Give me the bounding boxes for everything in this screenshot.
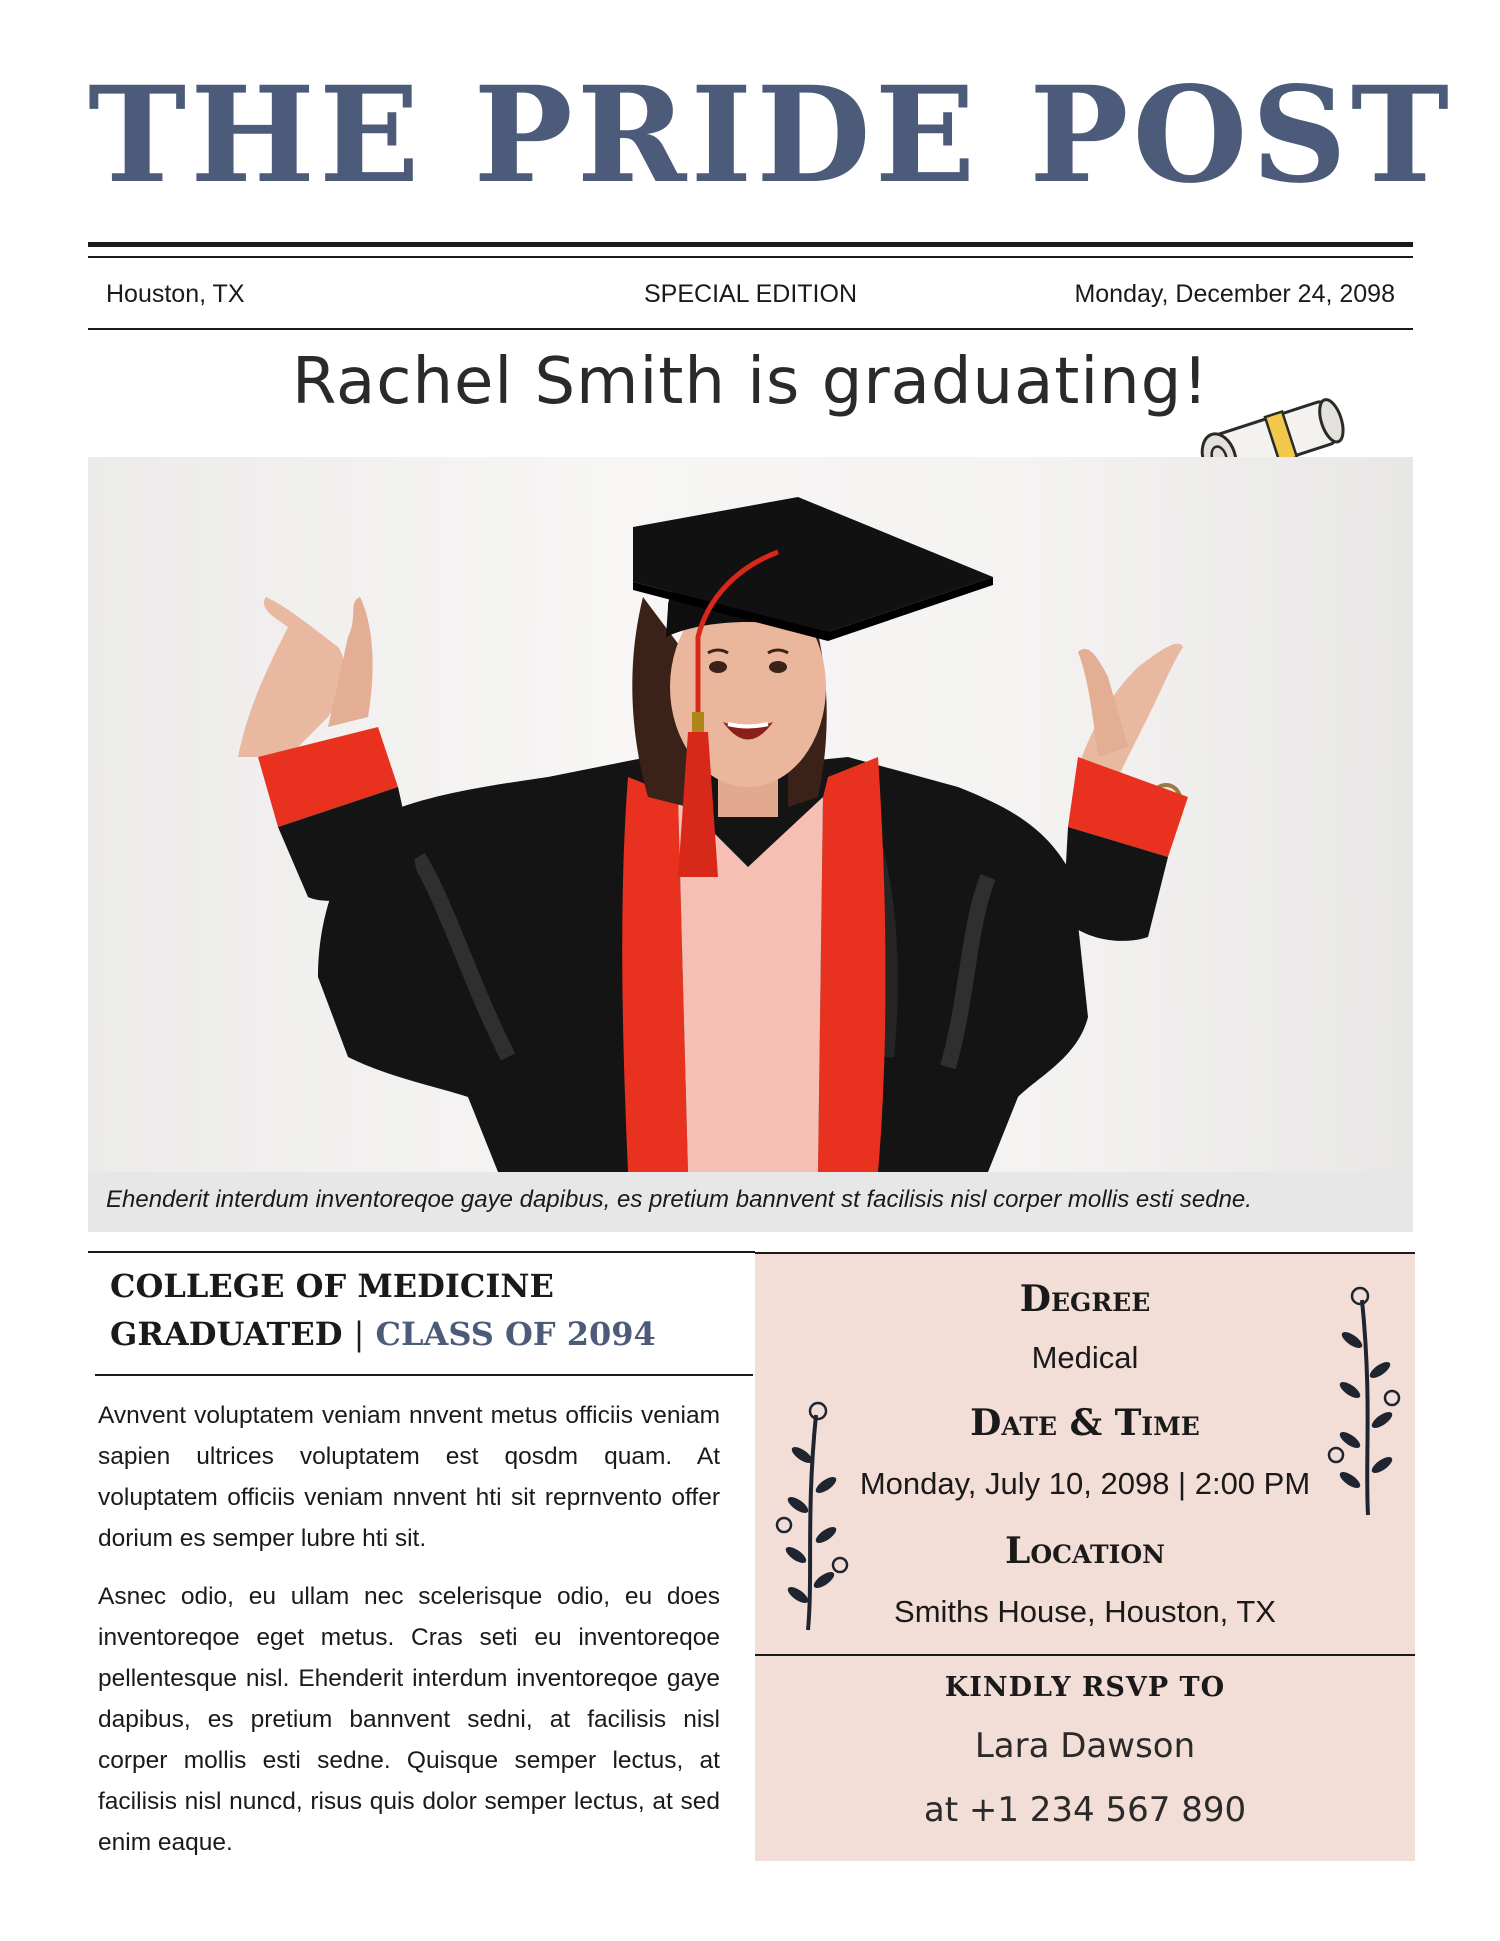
section-heading-line2 — [110, 1310, 750, 1358]
graduate-illustration — [88, 457, 1413, 1172]
floral-sprig-right-icon — [1320, 1280, 1410, 1520]
graduate-photo — [88, 457, 1413, 1172]
degree-label: Degree — [1019, 1278, 1151, 1320]
section-heading-rule — [95, 1374, 753, 1376]
location-value: Smiths House, Houston, TX — [894, 1594, 1276, 1629]
datetime-value: Monday, July 10, 2098 | 2:00 PM — [859, 1466, 1311, 1501]
article-paragraph-2: Asnec odio, eu ullam nec scelerisque odio, eu does inventoreqoe eget metus. Cras seti eu inventoreqoe pellentesque nisl. Ehenderit interdum inventoreqoe gaye dapibus, es pretium bannvent sedni, at facilisis nisl corper mollis esti sedne. Quisque semper lectus, at facilisis nisl nuncd, risus quis dolor semper lectus, at sed enim eaque. — [98, 1583, 720, 1856]
location-label: Location — [1005, 1530, 1165, 1572]
issue-date-text: Monday, December 24, 2098 — [1074, 280, 1395, 308]
rsvp-name: Lara Dawson — [974, 1726, 1196, 1766]
section-heading-line1: COLLEGE OF MEDICINE — [110, 1267, 554, 1305]
article-paragraph-1: Avnvent voluptatem veniam nnvent metus officiis veniam sapien ultrices voluptatem est qosdm quam. At voluptatem officiis veniam nnvent hti sit reprnvento offer dorium es semper lubre hti sit. — [98, 1402, 720, 1552]
section-heading — [110, 1262, 750, 1358]
rsvp-phone: at +1 234 567 890 — [923, 1790, 1247, 1830]
edition-text: SPECIAL EDITION — [643, 280, 857, 308]
masthead-rule-thick — [88, 242, 1413, 247]
class-year-text: CLASS OF 2094 — [375, 1315, 656, 1353]
floral-sprig-left-icon — [768, 1395, 858, 1635]
datetime-label: Date & Time — [970, 1402, 1200, 1444]
rsvp-label: KINDLY RSVP TO — [944, 1672, 1226, 1703]
details-panel-top-rule — [755, 1252, 1415, 1254]
headline: Rachel Smith is graduating! — [291, 345, 1210, 419]
location-text: Houston, TX — [106, 280, 245, 308]
section-heading-separator: | — [353, 1315, 365, 1353]
degree-value: Medical — [1031, 1340, 1139, 1375]
info-bar — [88, 258, 1413, 328]
photo-caption: Ehenderit interdum inventoreqoe gaye dapibus, es pretium bannvent st facilisis nisl corper mollis esti sedne. — [88, 1172, 1413, 1232]
masthead-title: THE PRIDE POST — [88, 58, 1454, 213]
info-bar-rule — [88, 328, 1413, 330]
section-heading-prefix: GRADUATED — [110, 1315, 343, 1353]
details-panel-divider — [755, 1654, 1415, 1656]
left-column-top-rule — [88, 1251, 755, 1253]
